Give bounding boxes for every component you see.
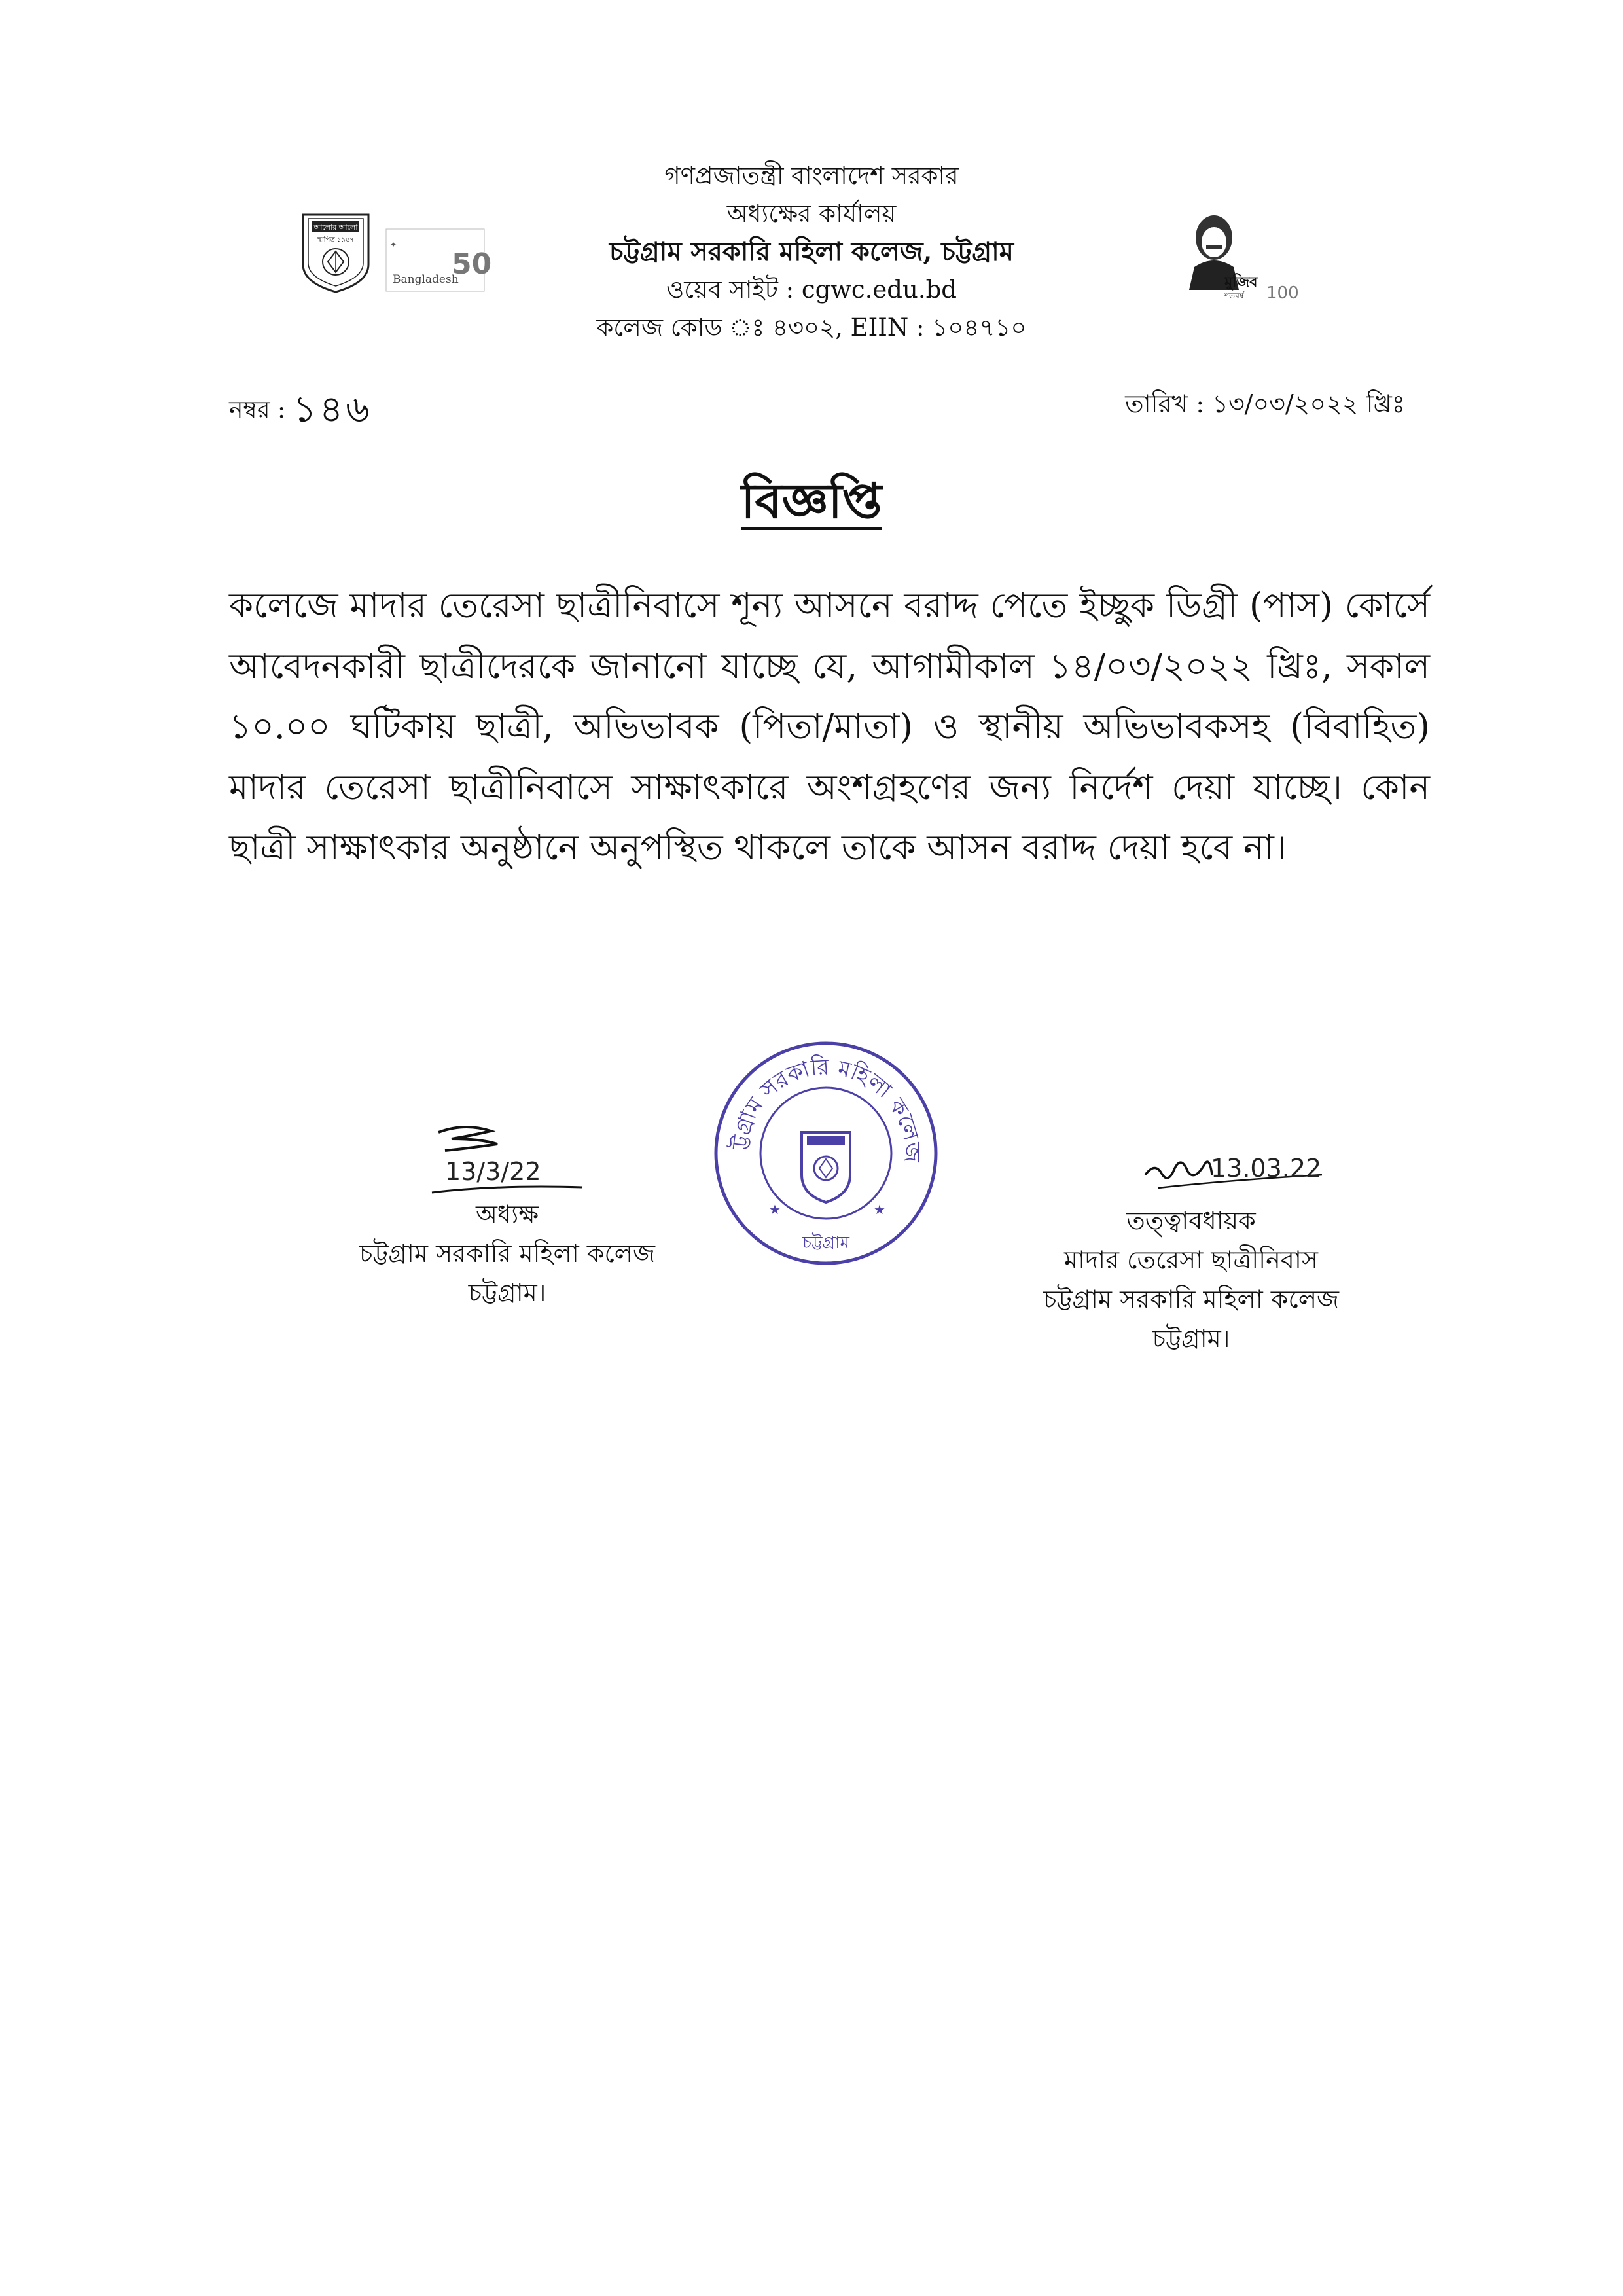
college-logo-group	[298, 209, 494, 295]
crest-banner-text: আলোর আলো	[313, 223, 358, 232]
seal-icon	[710, 1037, 942, 1270]
principal-signature-date: 13/3/22	[445, 1157, 541, 1186]
seal-bottom-text: চট্টগ্রাম	[802, 1233, 849, 1253]
svg-text:★: ★	[874, 1202, 885, 1217]
mujib-number: 100	[1266, 283, 1299, 303]
superintendent-signature-date: 13.03.22	[1211, 1154, 1322, 1183]
notice-title-text: বিজ্ঞপ্তি	[741, 473, 882, 529]
superintendent-signature	[962, 1154, 1420, 1201]
reference-number	[229, 381, 372, 442]
college-seal	[710, 1037, 942, 1270]
college-codes: কলেজ কোড ঃ ৪৩০২, EIIN : ১০৪৭১০	[596, 314, 1027, 342]
government-name: গণপ্রজাতন্ত্রী বাংলাদেশ সরকার	[664, 162, 959, 190]
principal-city: চট্টগ্রাম।	[468, 1278, 546, 1307]
college-name: চট্টগ্রাম সরকারি মহিলা কলেজ, চট্টগ্রাম	[609, 236, 1014, 267]
college-crest-icon	[298, 209, 494, 295]
website: ওয়েব সাইট : cgwc.edu.bd	[666, 276, 957, 304]
office-name: অধ্যক্ষের কার্যালয়	[726, 200, 897, 228]
mujib-text: মুজিব	[1224, 274, 1258, 291]
portrait-icon	[1168, 208, 1299, 303]
mujib-100-logo	[1168, 208, 1299, 303]
superintendent-signature-block	[962, 1154, 1420, 1358]
reference-label: নম্বর :	[229, 397, 286, 423]
principal-title: অধ্যক্ষ	[475, 1200, 539, 1229]
crest-year-text: স্থাপিত ১৯৫৭	[317, 236, 354, 243]
letterhead	[0, 157, 1623, 347]
superintendent-hall: মাদার তেরেসা ছাত্রীনিবাস	[1063, 1246, 1319, 1274]
bangladesh-logo-number: 50	[452, 247, 492, 281]
issue-date: তারিখ : ১৩/০৩/২০২২ খ্রিঃ	[1125, 389, 1405, 418]
bangladesh-logo-text: Bangladesh	[393, 273, 459, 286]
principal-signature-block	[308, 1119, 707, 1312]
notice-title	[0, 465, 1623, 545]
principal-signature	[308, 1119, 707, 1194]
seal-ring-text: ট্টগ্রাম সরকারি মহিলা কলেজ	[726, 1054, 925, 1163]
svg-text:★: ★	[769, 1202, 781, 1217]
notice-body: কলেজে মাদার তেরেসা ছাত্রীনিবাসে শূন্য আসনে বরাদ্দ পেতে ইচ্ছুক ডিগ্রী (পাস) কোর্সে আবেদনকারী ছাত্রীদেরকে জানানো যাচ্ছে যে, আগামীকাল ১৪/০৩/২০২২ খ্রিঃ, সকাল ১০.০০ ঘটিকায় ছাত্রী, অভিভাবক (পিতা/মাতা) ও স্থানীয় অভিভাবকসহ (বিবাহিত) মাদার তেরেসা ছাত্রীনিবাসে সাক্ষাৎকারে অংশগ্রহণের জন্য নির্দেশ দেয়া যাচ্ছে। কোন ছাত্রী সাক্ষাৎকার অনুষ্ঠানে অনুপস্থিত থাকলে তাকে আসন বরাদ্দ দেয়া হবে না।	[229, 586, 1430, 868]
superintendent-title: তত্ত্বাবধায়ক	[1126, 1206, 1256, 1235]
mujib-sub-text: শতবর্ষ	[1224, 291, 1244, 300]
superintendent-city: চট্টগ্রাম।	[1152, 1324, 1230, 1353]
bangladesh-50-logo-icon	[386, 229, 491, 291]
reference-handwritten-number: ১৪৬	[293, 388, 372, 431]
superintendent-org: চট্টগ্রাম সরকারি মহিলা কলেজ	[1043, 1285, 1340, 1314]
principal-org: চট্টগ্রাম সরকারি মহিলা কলেজ	[359, 1239, 656, 1268]
svg-text:✦: ✦	[390, 240, 397, 249]
